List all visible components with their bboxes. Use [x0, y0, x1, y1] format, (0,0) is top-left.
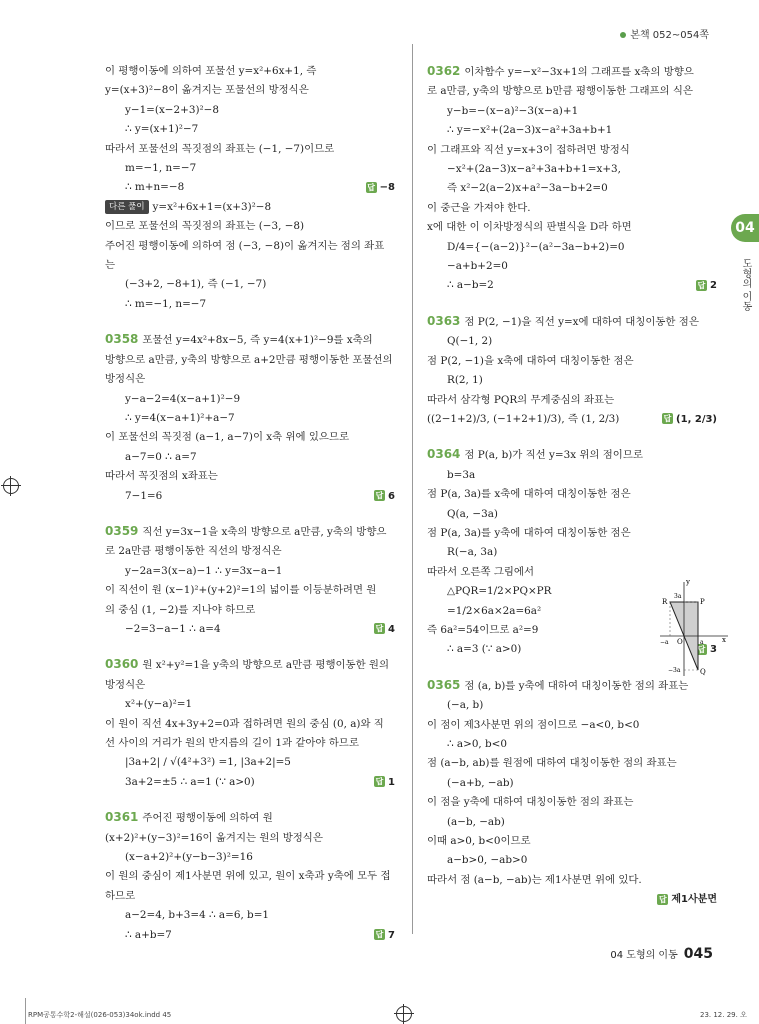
- fig-label-O: O: [677, 638, 683, 646]
- solution-line: [105, 581, 395, 600]
- line-text: ∴ a=3 (∵ a>0): [447, 643, 522, 656]
- solution-line: [105, 829, 395, 848]
- answer-value: 6: [388, 490, 395, 502]
- solution-line: [105, 734, 395, 753]
- solution-line: [105, 695, 395, 714]
- line-text: 이 포물선의 꼭짓점 (a−1, a−7)이 x축 위에 있으므로: [105, 431, 350, 444]
- line-text: y−1=(x−2+3)²−8: [125, 103, 219, 116]
- line-text: Q(a, −3a): [447, 507, 498, 520]
- line-text: 따라서 꼭짓점의 x좌표는: [105, 470, 218, 483]
- solution-line: [105, 601, 395, 620]
- answer-value: 2: [710, 280, 717, 292]
- line-text: 이 중근을 가져야 한다.: [427, 201, 531, 214]
- line-text: x에 대한 이 이차방정식의 판별식을 D라 하면: [427, 221, 632, 234]
- line-text: R(2, 1): [447, 374, 483, 387]
- solution-line: [427, 391, 717, 410]
- line-text: 이때 a>0, b<0이므로: [427, 835, 531, 848]
- line-text: 로 2a만큼 평행이동한 직선의 방정식은: [105, 545, 282, 558]
- fig-label-a: a: [700, 639, 704, 646]
- solution-line: [105, 522, 395, 542]
- solution-line: [427, 141, 717, 160]
- solution-line: [427, 813, 717, 832]
- line-text: 이 원의 중심이 제1사분면 위에 있고, 원이 x축과 y축에 모두 접: [105, 870, 391, 883]
- line-text: 이 점이 제3사분면 위의 점이므로 −a<0, b<0: [427, 718, 640, 731]
- line-text: ∴ y=(x+1)²−7: [125, 123, 199, 136]
- solution-line: [105, 370, 395, 389]
- solution-line: [427, 676, 717, 696]
- line-text: 점 P(a, 3a)를 y축에 대하여 대칭이동한 점은: [427, 526, 631, 539]
- page-header: 본책 052~054쪽: [620, 26, 709, 41]
- solution-line: [105, 178, 395, 197]
- line-text: 포물선 y=4x²+8x−5, 즉 y=4(x+1)²−9를 x축의: [142, 334, 373, 347]
- answer-value: 1: [388, 776, 395, 788]
- solution-line: [105, 562, 395, 581]
- solution-line: [105, 715, 395, 734]
- problem-number: 0358: [105, 332, 139, 347]
- line-text: y=x²+6x+1=(x+3)²−8: [152, 200, 272, 213]
- line-text: ∴ y=−x²+(2a−3)x−a²+3a+b+1: [447, 124, 613, 137]
- line-text: △PQR=1/2×PQ×PR: [447, 585, 552, 598]
- solution-line: [427, 121, 717, 140]
- line-text: ∴ a>0, b<0: [447, 738, 507, 750]
- line-text: ((2−1+2)/3, (−1+2+1)/3), 즉 (1, 2/3): [427, 412, 620, 425]
- fig-label-Q: Q: [700, 668, 706, 676]
- answer-badge-icon: 답: [375, 491, 384, 501]
- solution-line: [105, 655, 395, 675]
- answer-badge-icon: 답: [659, 894, 667, 904]
- line-text: 점 P(2, −1)을 직선 y=x에 대하여 대칭이동한 점은: [464, 315, 699, 328]
- line-text: =1/2×6a×2a=6a²: [447, 604, 542, 617]
- line-text: 의 중심 (1, −2)를 지나야 하므로: [105, 603, 256, 616]
- line-text: 선 사이의 거리가 원의 반지름의 길이 1과 같아야 하므로: [105, 737, 359, 749]
- answer-badge-icon: 답: [663, 414, 672, 424]
- answer-mark: [374, 620, 395, 639]
- answer-badge-icon: 답: [367, 182, 376, 192]
- line-text: 점 P(2, −1)을 x축에 대하여 대칭이동한 점은: [427, 354, 634, 367]
- solution-line: [427, 62, 717, 82]
- line-text: 방정식은: [105, 373, 146, 386]
- solution-line: [427, 485, 717, 504]
- line-text: ∴ y=4(x−a+1)²+a−7: [125, 411, 235, 424]
- line-text: 이차함수 y=−x²−3x+1의 그래프를 x축의 방향으: [464, 66, 694, 78]
- solution-line: [427, 832, 717, 851]
- registration-mark-icon: [3, 478, 19, 494]
- line-text: a−2=4, b+3=4 ∴ a=6, b=1: [125, 909, 270, 922]
- solution-line: [105, 390, 395, 409]
- solution-line: [105, 906, 395, 925]
- line-text: −x²+(2a−3)x−a²+3a+b+1=x+3,: [447, 163, 621, 176]
- right-column: [427, 62, 717, 906]
- solution-line: [105, 295, 395, 314]
- solution-line: [427, 871, 717, 890]
- solution-line: [427, 716, 717, 735]
- solution-line: [427, 82, 717, 101]
- crop-mark: [25, 998, 26, 1024]
- line-text: 즉 x²−2(a−2)x+a²−3a−b+2=0: [447, 182, 608, 195]
- answer-value: 제1사분면: [671, 894, 717, 906]
- problem-number: 0361: [105, 810, 139, 825]
- line-text: a−b>0, −ab>0: [447, 854, 528, 867]
- solution-line: [427, 429, 717, 445]
- line-text: 점 P(a, 3a)를 x축에 대하여 대칭이동한 점은: [427, 488, 631, 501]
- line-text: D/4={−(a−2)}²−(a²−3a−b+2)=0: [447, 240, 625, 253]
- registration-mark-icon: [396, 1006, 412, 1022]
- solution-line: [105, 926, 395, 945]
- answer-badge-icon: 답: [697, 280, 706, 290]
- line-text: ∴ a+b=7: [125, 928, 172, 941]
- answer-badge-icon: 답: [375, 930, 384, 940]
- bullet-icon: [620, 32, 626, 38]
- solution-line: [105, 676, 395, 695]
- answer-mark: [374, 773, 395, 792]
- left-column: [105, 62, 395, 945]
- answer-value: 3: [710, 644, 717, 656]
- line-text: R(−a, 3a): [447, 546, 498, 559]
- solution-line: [427, 466, 717, 485]
- print-file-info: RPM공통수학2-해설(026-053)34ok.indd 45: [28, 1011, 172, 1019]
- solution-line: [105, 867, 395, 886]
- solution-line: [427, 371, 717, 390]
- solution-line: [105, 506, 395, 522]
- solution-line: [105, 256, 395, 275]
- solution-line: [105, 753, 395, 772]
- solution-line: [105, 792, 395, 808]
- line-text: ∴ m=−1, n=−7: [125, 297, 207, 310]
- solution-line: [427, 102, 717, 121]
- solution-line: [427, 445, 717, 465]
- print-date: 23. 12. 29. 오: [700, 1011, 747, 1019]
- line-text: 이 직선이 원 (x−1)²+(y+2)²=1의 넓이를 이등분하려면 원: [105, 584, 377, 597]
- line-text: 점 (a−b, ab)를 원점에 대하여 대칭이동한 점의 좌표는: [427, 757, 677, 770]
- solution-line: [105, 159, 395, 178]
- line-text: x²+(y−a)²=1: [125, 698, 193, 711]
- fig-label-y: y: [686, 578, 690, 586]
- problem-number: 0363: [427, 313, 461, 328]
- line-text: 7−1=6: [125, 489, 163, 502]
- solution-line: [105, 639, 395, 655]
- solution-line: [427, 160, 717, 179]
- solution-line: [427, 332, 717, 351]
- line-text: 직선 y=3x−1을 x축의 방향으로 a만큼, y축의 방향으: [142, 525, 387, 538]
- fig-label-neg-3a: −3a: [668, 667, 681, 674]
- line-text: 이 그래프와 직선 y=x+3이 접하려면 방정식: [427, 143, 630, 156]
- line-text: y−2a=3(x−a)−1 ∴ y=3x−a−1: [125, 564, 283, 577]
- solution-line: [427, 312, 717, 332]
- line-text: 로 a만큼, y축의 방향으로 b만큼 평행이동한 그래프의 식은: [427, 85, 693, 98]
- problem-number: 0364: [427, 447, 461, 462]
- line-text: 따라서 점 (a−b, −ab)는 제1사분면 위에 있다.: [427, 873, 642, 886]
- line-text: 주어진 평행이동에 의하여 점 (−3, −8)이 옮겨지는 점의 좌표: [105, 239, 385, 252]
- line-text: (−a, b): [447, 699, 484, 712]
- problem-number: 0365: [427, 677, 461, 692]
- answer-mark: [374, 926, 395, 945]
- solution-line: [427, 754, 717, 773]
- solution-line: [105, 448, 395, 467]
- answer-badge-icon: 답: [697, 644, 706, 654]
- solution-line: [427, 276, 717, 295]
- line-text: y=(x+3)²−8이 옮겨지는 포물선의 방정식은: [105, 84, 309, 97]
- answer-mark: [366, 178, 395, 197]
- solution-line: [427, 218, 717, 237]
- solution-line: [105, 428, 395, 447]
- solution-line: [427, 793, 717, 812]
- line-text: 점 (a, b)를 y축에 대하여 대칭이동한 점의 좌표는: [464, 679, 689, 692]
- answer-value: 4: [388, 623, 395, 635]
- solution-line: [427, 410, 717, 429]
- solution-line: [105, 140, 395, 159]
- fig-label-3a: 3a: [674, 593, 682, 600]
- solution-line: [105, 542, 395, 561]
- line-text: 점 P(a, b)가 직선 y=3x 위의 점이므로: [464, 449, 643, 462]
- line-text: 따라서 오른쪽 그림에서: [427, 565, 534, 578]
- line-text: m=−1, n=−7: [125, 162, 197, 175]
- solution-line: [427, 257, 717, 276]
- solution-line: [427, 524, 717, 543]
- fig-label-R: R: [662, 598, 668, 606]
- solution-line: [105, 198, 395, 217]
- chapter-tab: 04: [731, 214, 759, 242]
- line-text: 는: [105, 259, 116, 272]
- answer-value: −8: [379, 182, 395, 194]
- chapter-side-title: 도형의 이동: [740, 258, 751, 312]
- line-text: (x+2)²+(y−3)²=16이 옮겨지는 원의 방정식은: [105, 831, 323, 844]
- problem-number: 0359: [105, 523, 139, 538]
- answer-badge-icon: 답: [375, 624, 384, 634]
- line-text: y−a−2=4(x−a+1)²−9: [125, 392, 241, 405]
- solution-line: [427, 774, 717, 793]
- answer-value: (1, 2/3): [676, 413, 717, 425]
- problem-number: 0362: [427, 64, 461, 78]
- solution-line: [105, 330, 395, 350]
- answer-value: 7: [388, 929, 395, 941]
- line-text: ∴ a−b=2: [447, 279, 494, 292]
- solution-line: [105, 237, 395, 256]
- solution-line: [427, 696, 717, 715]
- line-text: 즉 6a²=54이므로 a²=9: [427, 623, 539, 636]
- solution-line: [427, 179, 717, 198]
- line-text: 따라서 포물선의 꼭짓점의 좌표는 (−1, −7)이므로: [105, 142, 335, 155]
- line-text: ∴ m+n=−8: [125, 181, 185, 194]
- line-text: 주어진 평행이동에 의하여 원: [142, 812, 273, 825]
- line-text: 원 x²+y²=1을 y축의 방향으로 a만큼 평행이동한 원의: [142, 659, 390, 672]
- line-text: (−3+2, −8+1), 즉 (−1, −7): [125, 278, 267, 291]
- solution-line: [105, 409, 395, 428]
- line-text: a−7=0 ∴ a=7: [125, 450, 197, 463]
- solution-line: [427, 352, 717, 371]
- solution-line: [105, 120, 395, 139]
- solution-line: [427, 296, 717, 312]
- solution-line: [427, 199, 717, 218]
- line-text: 방정식은: [105, 678, 146, 691]
- line-text: −a+b+2=0: [447, 260, 508, 273]
- line-text: −2=3−a−1 ∴ a=4: [125, 622, 221, 635]
- solution-line: [427, 851, 717, 870]
- solution-line: [105, 808, 395, 828]
- solution-line: [105, 467, 395, 486]
- line-text: 따라서 삼각형 PQR의 무게중심의 좌표는: [427, 393, 615, 406]
- line-text: 이 평행이동에 의하여 포물선 y=x²+6x+1, 즉: [105, 65, 317, 77]
- fig-label-neg-a: −a: [660, 639, 669, 646]
- fig-label-P: P: [700, 598, 705, 606]
- solution-line: [105, 773, 395, 792]
- solution-line: [427, 238, 717, 257]
- solution-line: [105, 351, 395, 370]
- solution-line: [105, 620, 395, 639]
- line-text: 이므로 포물선의 꼭짓점의 좌표는 (−3, −8): [105, 220, 305, 233]
- line-text: (a−b, −ab): [447, 815, 505, 828]
- solution-line: [105, 275, 395, 294]
- solution-line: [427, 543, 717, 562]
- solution-line: [105, 487, 395, 506]
- fig-label-x: x: [722, 636, 726, 644]
- answer-mark: [374, 487, 395, 506]
- line-text: 3a+2=±5 ∴ a=1 (∵ a>0): [125, 775, 255, 788]
- line-text: Q(−1, 2): [447, 335, 493, 348]
- solution-line: [105, 101, 395, 120]
- line-text: (x−a+2)²+(y−b−3)²=16: [125, 851, 253, 864]
- answer-mark: [657, 890, 717, 909]
- line-text: 하므로: [105, 889, 136, 902]
- line-text: 방향으로 a만큼, y축의 방향으로 a+2만큼 평행이동한 포물선의: [105, 353, 393, 366]
- problem-number: 0360: [105, 657, 139, 672]
- alt-solution-tag: 다른 풀이: [105, 200, 149, 214]
- triangle-figure: [660, 578, 730, 678]
- solution-line: [105, 62, 395, 81]
- solution-line: [105, 217, 395, 236]
- line-text: y−b=−(x−a)²−3(x−a)+1: [447, 104, 579, 117]
- page-footer: 04 도형의 이동 045: [610, 946, 713, 962]
- column-divider: [412, 44, 413, 934]
- solution-line: [105, 887, 395, 906]
- solution-line: [105, 848, 395, 867]
- line-text: b=3a: [447, 468, 476, 481]
- solution-line: [427, 735, 717, 754]
- answer-mark: [696, 276, 717, 295]
- solution-line: [105, 81, 395, 100]
- solution-line: [427, 505, 717, 524]
- line-text: 이 점을 y축에 대하여 대칭이동한 점의 좌표는: [427, 796, 634, 809]
- answer-badge-icon: 답: [375, 777, 384, 787]
- answer-mark: [662, 410, 717, 429]
- line-text: 이 원이 직선 4x+3y+2=0과 접하려면 원의 중심 (0, a)와 직: [105, 717, 384, 730]
- solution-line: [105, 314, 395, 330]
- line-text: |3a+2| / √(4²+3²) =1, |3a+2|=5: [125, 756, 291, 769]
- line-text: (−a+b, −ab): [447, 776, 514, 789]
